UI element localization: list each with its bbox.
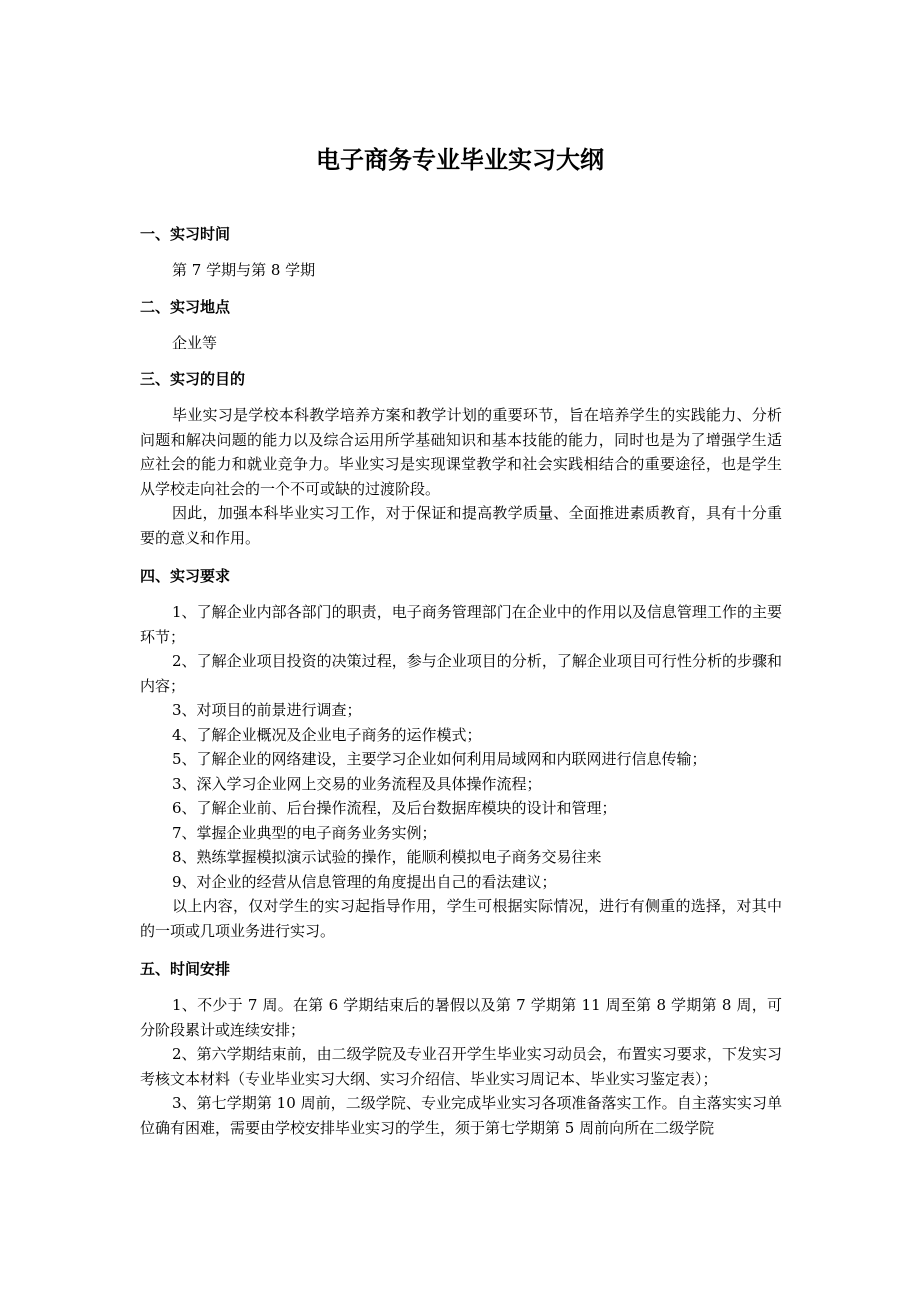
list-item: 3、对项目的前景进行调查； xyxy=(172,701,362,719)
section-heading: 五、时间安排 xyxy=(140,960,231,978)
paragraph: 第 7 学期与第 8 学期 xyxy=(172,261,316,279)
document-body xyxy=(140,222,782,1140)
list-item: 5、了解企业的网络建设，主要学习企业如何利用局域网和内联网进行信息传输； xyxy=(172,750,707,768)
section-internship-requirements xyxy=(140,564,782,943)
section-schedule xyxy=(140,957,782,1140)
paragraph: 因此，加强本科毕业实习工作，对于保证和提高教学质量、全面推进素质教育，具有十分重要的意义和作用。 xyxy=(140,504,782,547)
list-item: 3、第七学期第 10 周前，二级学院、专业完成毕业实习各项准备落实工作。自主落实实习单位确有困难，需要由学校安排毕业实习的学生，须于第七学期第 5 周前向所在二级学院 xyxy=(140,1094,782,1137)
section-heading: 一、实习时间 xyxy=(140,225,231,243)
list-item: 1、不少于 7 周。在第 6 学期结束后的暑假以及第 7 学期第 11 周至第 8 学期第 8 周，可分阶段累计或连续安排； xyxy=(140,996,782,1039)
section-internship-time xyxy=(140,222,782,283)
section-heading: 二、实习地点 xyxy=(140,297,231,316)
list-item: 2、第六学期结束前，由二级学院及专业召开学生毕业实习动员会，布置实习要求，下发实习考核文本材料（专业毕业实习大纲、实习介绍信、毕业实习周记本、毕业实习鉴定表）； xyxy=(140,1045,782,1088)
list-item: 2、了解企业项目投资的决策过程，参与企业项目的分析，了解企业项目可行性分析的步骤和内容； xyxy=(140,652,782,695)
list-item: 8、熟练掌握模拟演示试验的操作，能顺利模拟电子商务交易往来 xyxy=(172,848,602,866)
list-item: 1、了解企业内部各部门的职责，电子商务管理部门在企业中的作用以及信息管理工作的主要环节； xyxy=(140,603,782,646)
section-heading: 四、实习要求 xyxy=(140,567,231,585)
document-title: 电子商务专业毕业实习大纲 xyxy=(316,146,604,174)
list-item: 7、掌握企业典型的电子商务业务实例； xyxy=(172,823,437,842)
section-heading: 三、实习的目的 xyxy=(140,370,246,388)
list-item: 6、了解企业前、后台操作流程，及后台数据库模块的设计和管理； xyxy=(172,799,617,817)
paragraph: 毕业实习是学校本科教学培养方案和教学计划的重要环节，旨在培养学生的实践能力、分析问题和解决问题的能力以及综合运用所学基础知识和基本技能的能力，同时也是为了增强学生适应社会的能力和就业竞争力。毕业实习是实现课堂教学和社会实践相结合的重要途径，也是学生从学校走向社会的一个不可或缺的过渡阶段。 xyxy=(140,406,782,498)
paragraph: 以上内容，仅对学生的实习起指导作用，学生可根据实际情况，进行有侧重的选择，对其中的一项或几项业务进行实习。 xyxy=(140,897,782,940)
section-internship-location xyxy=(140,295,782,356)
list-item: 4、了解企业概况及企业电子商务的运作模式； xyxy=(172,725,482,744)
paragraph: 企业等 xyxy=(172,333,218,352)
list-item: 3、深入学习企业网上交易的业务流程及具体操作流程； xyxy=(172,774,542,793)
section-internship-purpose xyxy=(140,367,782,550)
list-item: 9、对企业的经营从信息管理的角度提出自己的看法建议； xyxy=(172,872,557,891)
